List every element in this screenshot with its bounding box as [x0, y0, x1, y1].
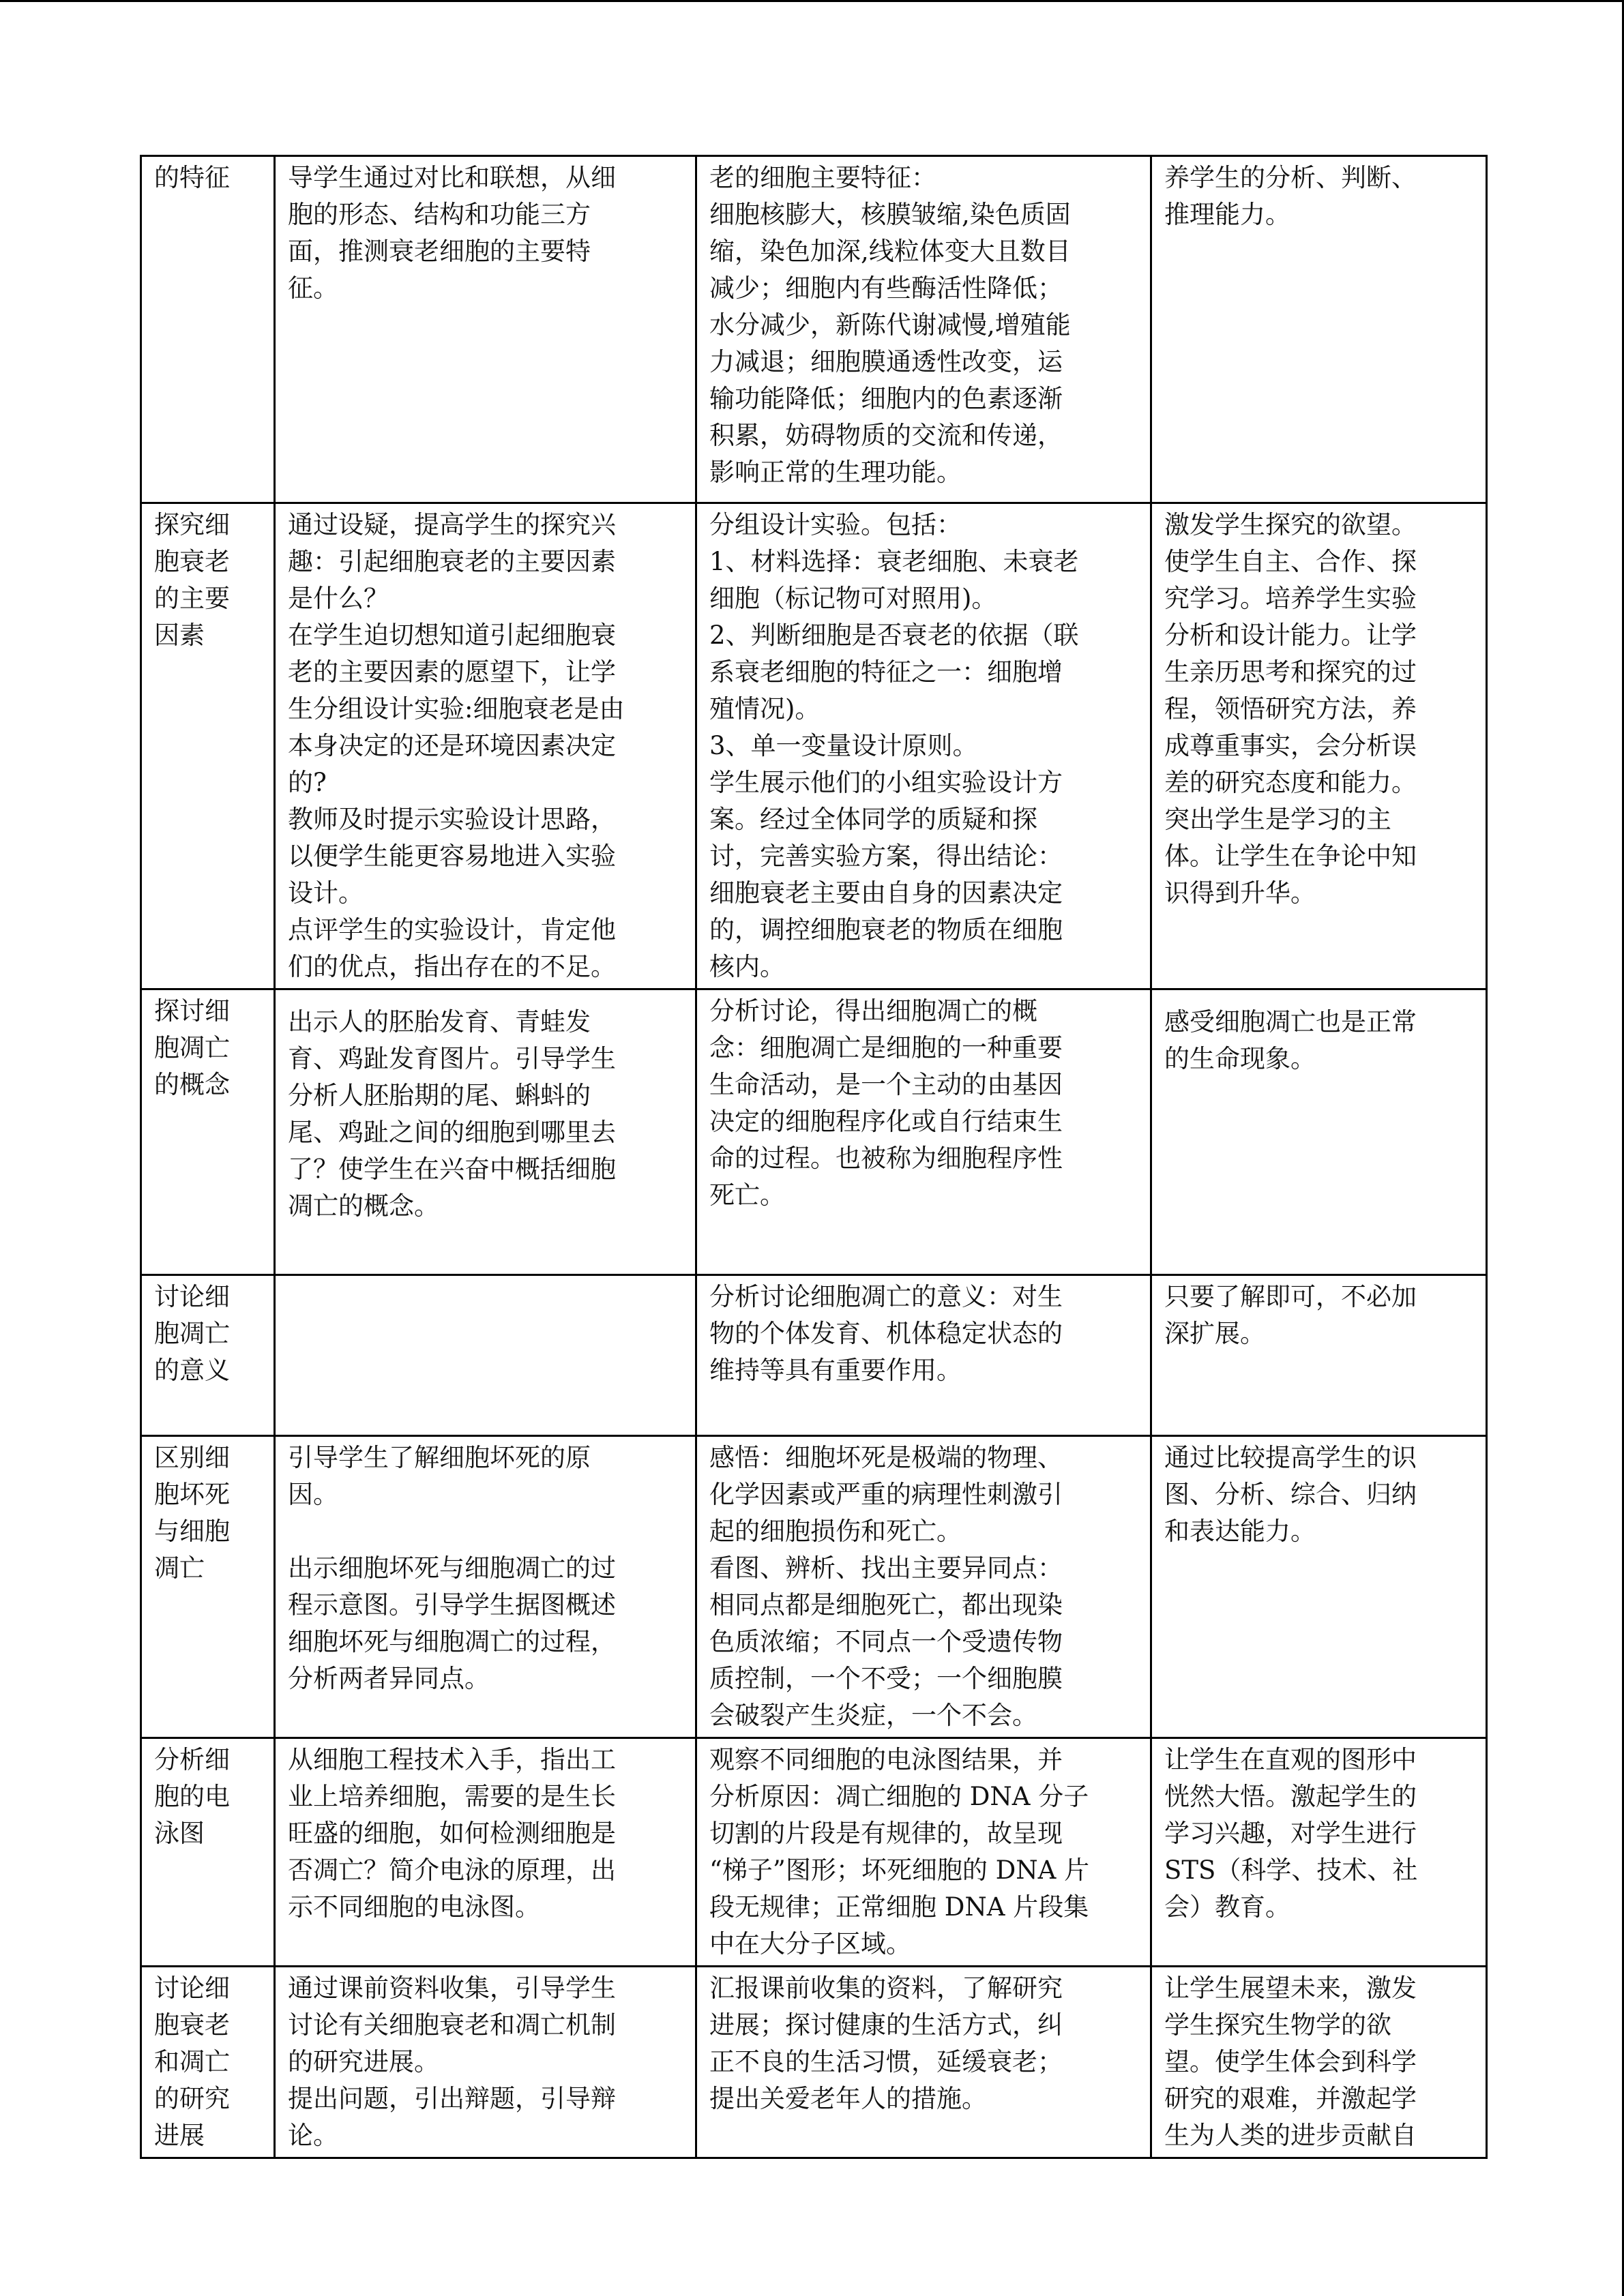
- design-intent-cell: [1151, 1436, 1487, 1738]
- cell-text-line: 减少；细胞内有些酶活性降低；: [709, 273, 1063, 303]
- cell-text-line: 程，领悟研究方法，养: [1164, 694, 1417, 724]
- cell-text-line: 观察不同细胞的电泳图结果，并: [709, 1745, 1063, 1774]
- cell-text-line: 细胞衰老主要由自身的因素决定: [709, 878, 1063, 908]
- stage-cell: [141, 156, 275, 503]
- cell-text-line: 引导学生了解细胞坏死的原: [288, 1443, 591, 1472]
- cell-text-line: 案。经过全体同学的质疑和探: [709, 805, 1037, 834]
- cell-text-line: 使学生自主、合作、探: [1164, 547, 1417, 576]
- cell-text-line: 只要了解即可，不必加: [1164, 1282, 1417, 1311]
- cell-text-line: 因素: [154, 621, 205, 650]
- cell-text-line: 死亡。: [709, 1180, 785, 1210]
- cell-text-line: 细胞（标记物可对照用)。: [709, 584, 997, 613]
- cell-text-line: 细胞核膨大，核膜皱缩,染色质固: [709, 200, 1071, 229]
- cell-text-line: 凋亡的概念。: [288, 1191, 439, 1221]
- cell-text-line: 激发学生探究的欲望。: [1164, 510, 1417, 539]
- cell-text-line: 讨论细: [154, 1973, 230, 2003]
- cell-text-line: STS（科学、技术、社: [1164, 1855, 1418, 1885]
- cell-text-line: 水分减少，新陈代谢减慢,增殖能: [709, 310, 1071, 340]
- cell-text-line: 胞衰老: [154, 2010, 230, 2040]
- cell-text-line: 研究的艰难，并激起学: [1164, 2084, 1417, 2113]
- teacher-activity-cell: [275, 503, 696, 989]
- cell-text-line: 识得到升华。: [1164, 878, 1316, 908]
- cell-text-line: 殖情况)。: [709, 694, 821, 724]
- cell-text-line: 胞衰老: [154, 547, 230, 576]
- cell-text-line: 决定的细胞程序化或自行结束生: [709, 1107, 1063, 1136]
- table-row: [141, 1738, 1487, 1967]
- cell-text-line: 程示意图。引导学生据图概述: [288, 1590, 616, 1620]
- cell-text-line: 否凋亡？简介电泳的原理，出: [288, 1855, 616, 1885]
- cell-text-line: 切割的片段是有规律的，故呈现: [709, 1819, 1063, 1848]
- cell-text-line: 质控制，一个不受；一个细胞膜: [709, 1664, 1063, 1693]
- teacher-activity-cell: [275, 989, 696, 1275]
- stage-cell: [141, 503, 275, 989]
- cell-text-line: 恍然大悟。激起学生的: [1164, 1782, 1417, 1811]
- cell-text-line: 是什么？: [288, 584, 389, 613]
- design-intent-cell: [1151, 503, 1487, 989]
- cell-text-line: 设计。: [288, 878, 364, 908]
- cell-text-line: 正不良的生活习惯，延缓衰老；: [709, 2047, 1063, 2076]
- teacher-activity-cell: [275, 156, 696, 503]
- cell-text-line: 核内。: [709, 952, 785, 981]
- student-activity-cell: [696, 156, 1151, 503]
- cell-text-line: 的?: [288, 768, 327, 797]
- cell-text-line: 的研究: [154, 2084, 230, 2113]
- cell-text-line: 胞的电: [154, 1782, 230, 1811]
- cell-text-line: 分析人胚胎期的尾、蝌蚪的: [288, 1081, 591, 1110]
- cell-text-line: 进展: [154, 2121, 205, 2150]
- cell-text-line: 通过课前资料收集，引导学生: [288, 1973, 616, 2003]
- cell-text-line: 的意义: [154, 1356, 230, 1385]
- cell-text-line: 感悟：细胞坏死是极端的物理、: [709, 1443, 1063, 1472]
- cell-text-line: 生为人类的进步贡献自: [1164, 2121, 1417, 2150]
- cell-text-line: 缩，染色加深,线粒体变大且数目: [709, 237, 1071, 266]
- cell-text-line: 与细胞: [154, 1517, 230, 1546]
- cell-text-line: 探讨细: [154, 996, 230, 1026]
- cell-text-line: 段无规律；正常细胞 DNA 片段集: [709, 1892, 1089, 1922]
- cell-text-line: 起的细胞损伤和死亡。: [709, 1517, 962, 1546]
- design-intent-cell: [1151, 156, 1487, 503]
- cell-text-line: 胞坏死: [154, 1480, 230, 1509]
- cell-text-line: 胞凋亡: [154, 1319, 230, 1348]
- student-activity-cell: [696, 1275, 1151, 1436]
- lesson-plan-table: [140, 155, 1488, 2159]
- cell-text-line: 分组设计实验。包括：: [709, 510, 962, 539]
- cell-text-line: 和表达能力。: [1164, 1517, 1316, 1546]
- cell-text-line: 旺盛的细胞，如何检测细胞是: [288, 1819, 616, 1848]
- cell-text-line: 3、单一变量设计原则。: [709, 731, 978, 760]
- cell-text-line: 学生展示他们的小组实验设计方: [709, 768, 1063, 797]
- cell-text-line: 提出关爱老年人的措施。: [709, 2084, 987, 2113]
- table-row: [141, 1967, 1487, 2158]
- cell-text-line: 念：细胞凋亡是细胞的一种重要: [709, 1033, 1063, 1062]
- cell-text-line: 分析讨论细胞凋亡的意义：对生: [709, 1282, 1063, 1311]
- cell-text-line: 育、鸡趾发育图片。引导学生: [288, 1044, 616, 1073]
- cell-text-line: 们的优点，指出存在的不足。: [288, 952, 616, 981]
- cell-text-line: 以便学生能更容易地进入实验: [288, 841, 616, 871]
- student-activity-cell: [696, 1967, 1151, 2158]
- cell-text-line: 的特征: [154, 163, 230, 192]
- cell-text-line: 分析和设计能力。让学: [1164, 621, 1417, 650]
- cell-text-line: 生命活动，是一个主动的由基因: [709, 1070, 1063, 1099]
- cell-text-line: 的主要: [154, 584, 230, 613]
- cell-text-line: 会）教育。: [1164, 1892, 1290, 1922]
- cell-text-line: 讨，完善实验方案，得出结论：: [709, 841, 1063, 871]
- cell-text-line: 推理能力。: [1164, 200, 1290, 229]
- cell-text-line: 让学生展望未来，激发: [1164, 1973, 1417, 2003]
- cell-text-line: 分析原因：凋亡细胞的 DNA 分子: [709, 1782, 1089, 1811]
- cell-text-line: 究学习。培养学生实验: [1164, 584, 1417, 613]
- cell-text-line: 分析两者异同点。: [288, 1664, 490, 1693]
- student-activity-cell: [696, 989, 1151, 1275]
- cell-text-line: 业上培养细胞，需要的是生长: [288, 1782, 616, 1811]
- cell-text-line: 让学生在直观的图形中: [1164, 1745, 1417, 1774]
- cell-text-line: 相同点都是细胞死亡，都出现染: [709, 1590, 1063, 1620]
- cell-text-line: 凋亡: [154, 1553, 205, 1583]
- student-activity-cell: [696, 1738, 1151, 1967]
- cell-text-line: 和凋亡: [154, 2047, 230, 2076]
- cell-text-line: 色质浓缩；不同点一个受遗传物: [709, 1627, 1063, 1656]
- cell-text-line: 输功能降低；细胞内的色素逐渐: [709, 384, 1063, 413]
- cell-text-line: 体。让学生在争论中知: [1164, 841, 1417, 871]
- teacher-activity-cell: [275, 1436, 696, 1738]
- cell-text-line: 胞凋亡: [154, 1033, 230, 1062]
- lesson-plan-table-body: [141, 156, 1487, 2158]
- cell-text-line: 物的个体发育、机体稳定状态的: [709, 1319, 1063, 1348]
- cell-text-line: 尾、鸡趾之间的细胞到哪里去: [288, 1118, 616, 1147]
- stage-cell: [141, 1275, 275, 1436]
- cell-text-line: 看图、辨析、找出主要异同点：: [709, 1553, 1063, 1583]
- cell-text-line: 突出学生是学习的主: [1164, 805, 1391, 834]
- stage-cell: [141, 989, 275, 1275]
- cell-text-line: 征。: [288, 273, 338, 303]
- cell-text-line: 的，调控细胞衰老的物质在细胞: [709, 915, 1063, 944]
- cell-text-line: 在学生迫切想知道引起细胞衰: [288, 621, 616, 650]
- teacher-activity-cell: [275, 1738, 696, 1967]
- cell-text-line: 望。使学生体会到科学: [1164, 2047, 1417, 2076]
- table-row: [141, 1275, 1487, 1436]
- cell-text-line: 学生探究生物学的欲: [1164, 2010, 1391, 2040]
- cell-text-line: 感受细胞凋亡也是正常: [1164, 1007, 1417, 1037]
- cell-text-line: 的生命现象。: [1164, 1044, 1316, 1073]
- cell-text-line: 成尊重事实，会分析误: [1164, 731, 1417, 760]
- cell-text-line: 从细胞工程技术入手，指出工: [288, 1745, 616, 1774]
- cell-text-line: 图、分析、综合、归纳: [1164, 1480, 1417, 1509]
- cell-text-line: 深扩展。: [1164, 1319, 1265, 1348]
- cell-text-line: 通过比较提高学生的识: [1164, 1443, 1417, 1472]
- cell-text-line: 胞的形态、结构和功能三方: [288, 200, 591, 229]
- table-row: [141, 156, 1487, 503]
- cell-text-line: 的概念: [154, 1070, 230, 1099]
- cell-text-line: 中在大分子区域。: [709, 1929, 911, 1958]
- cell-text-line: 教师及时提示实验设计思路，: [288, 805, 616, 834]
- cell-text-line: 积累，妨碍物质的交流和传递，: [709, 421, 1063, 450]
- cell-text-line: 2、判断细胞是否衰老的依据（联: [709, 621, 1079, 650]
- cell-text-line: 分析细: [154, 1745, 230, 1774]
- cell-text-line: 点评学生的实验设计，肯定他: [288, 915, 616, 944]
- teacher-activity-cell: [275, 1967, 696, 2158]
- design-intent-cell: [1151, 989, 1487, 1275]
- cell-text-line: 生亲历思考和探究的过: [1164, 657, 1417, 687]
- cell-text-line: 通过设疑，提高学生的探究兴: [288, 510, 616, 539]
- table-row: [141, 989, 1487, 1275]
- cell-text-line: 老的主要因素的愿望下，让学: [288, 657, 616, 687]
- page-border-top: [0, 0, 1624, 2]
- cell-text-line: 汇报课前收集的资料，了解研究: [709, 1973, 1063, 2003]
- design-intent-cell: [1151, 1738, 1487, 1967]
- cell-text-line: 因。: [288, 1480, 338, 1509]
- cell-text-line: 差的研究态度和能力。: [1164, 768, 1417, 797]
- cell-text-line: 本身决定的还是环境因素决定: [288, 731, 616, 760]
- cell-text-line: 生分组设计实验:细胞衰老是由: [288, 694, 625, 724]
- cell-text-line: 进展；探讨健康的生活方式，纠: [709, 2010, 1063, 2040]
- cell-text-line: 维持等具有重要作用。: [709, 1356, 962, 1385]
- cell-text-line: 面，推测衰老细胞的主要特: [288, 237, 591, 266]
- cell-text-line: 探究细: [154, 510, 230, 539]
- cell-text-line: 论。: [288, 2121, 338, 2150]
- cell-text-line: 学习兴趣，对学生进行: [1164, 1819, 1417, 1848]
- cell-text-line: 养学生的分析、判断、: [1164, 163, 1417, 192]
- teacher-activity-cell: [275, 1275, 696, 1436]
- cell-text-line: 趣：引起细胞衰老的主要因素: [288, 547, 616, 576]
- cell-text-line: 分析讨论，得出细胞凋亡的概: [709, 996, 1037, 1026]
- stage-cell: [141, 1967, 275, 2158]
- cell-text-line: 讨论有关细胞衰老和凋亡机制: [288, 2010, 616, 2040]
- cell-text-line: 区别细: [154, 1443, 230, 1472]
- table-row: [141, 1436, 1487, 1738]
- cell-text-line: 出示细胞坏死与细胞凋亡的过: [288, 1553, 616, 1583]
- student-activity-cell: [696, 1436, 1151, 1738]
- cell-text-line: 影响正常的生理功能。: [709, 458, 962, 487]
- cell-text-line: 讨论细: [154, 1282, 230, 1311]
- cell-text-line: “梯子”图形；坏死细胞的 DNA 片: [709, 1855, 1090, 1885]
- cell-text-line: 力减退；细胞膜通透性改变，运: [709, 347, 1063, 376]
- cell-text-line: 导学生通过对比和联想，从细: [288, 163, 616, 192]
- cell-text-line: 泳图: [154, 1819, 205, 1848]
- cell-text-line: 了？使学生在兴奋中概括细胞: [288, 1154, 616, 1184]
- cell-text-line: 1、材料选择：衰老细胞、未衰老: [709, 547, 1079, 576]
- design-intent-cell: [1151, 1275, 1487, 1436]
- cell-text-line: [288, 1513, 685, 1550]
- student-activity-cell: [696, 503, 1151, 989]
- cell-text-line: 化学因素或严重的病理性刺激引: [709, 1480, 1063, 1509]
- cell-text-line: 出示人的胚胎发育、青蛙发: [288, 1007, 591, 1037]
- cell-text-line: 命的过程。也被称为细胞程序性: [709, 1144, 1063, 1173]
- cell-text-line: 提出问题，引出辩题，引导辩: [288, 2084, 616, 2113]
- cell-text-line: 系衰老细胞的特征之一：细胞增: [709, 657, 1063, 687]
- stage-cell: [141, 1738, 275, 1967]
- design-intent-cell: [1151, 1967, 1487, 2158]
- table-row: [141, 503, 1487, 989]
- cell-text-line: 细胞坏死与细胞凋亡的过程，: [288, 1627, 616, 1656]
- cell-text-line: 示不同细胞的电泳图。: [288, 1892, 540, 1922]
- cell-text-line: 会破裂产生炎症，一个不会。: [709, 1701, 1037, 1730]
- stage-cell: [141, 1436, 275, 1738]
- cell-text-line: 老的细胞主要特征：: [709, 163, 936, 192]
- cell-text-line: 的研究进展。: [288, 2047, 439, 2076]
